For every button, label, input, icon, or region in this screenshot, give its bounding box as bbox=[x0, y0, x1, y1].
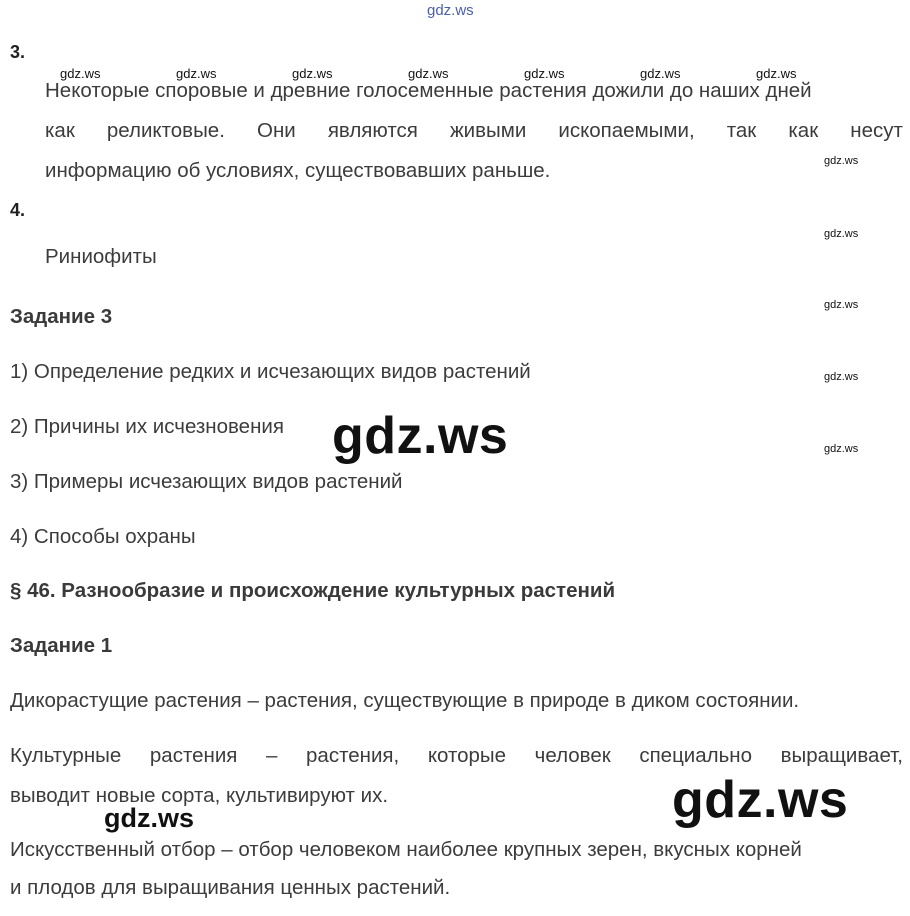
watermark-row-4: gdz.ws bbox=[408, 66, 449, 81]
watermark-right-3: gdz.ws bbox=[824, 299, 859, 311]
watermark-right-2: gdz.ws bbox=[824, 228, 859, 240]
item3-word: как bbox=[45, 119, 75, 142]
item3-word: Они bbox=[257, 119, 296, 142]
paragraph-cultivated-line-2: выводит новые сорта, культивируют их. bbox=[10, 784, 389, 807]
item-number-3: 3. bbox=[10, 42, 26, 62]
cultivated-word: растения, bbox=[306, 744, 400, 767]
paragraph-selection-line-1: Искусственный отбор – отбор человеком наиболее крупных зерен, вкусных корней bbox=[10, 838, 802, 861]
watermark-row-3: gdz.ws bbox=[292, 66, 333, 81]
task1-heading: Задание 1 bbox=[10, 634, 113, 657]
item3-line-1: Некоторые споровые и древние голосеменные растения дожили до наших дней bbox=[45, 79, 812, 102]
item3-line-3: информацию об условиях, существовавших раньше. bbox=[45, 159, 551, 182]
watermark-mid-left: gdz.ws bbox=[104, 803, 195, 833]
watermark-big-right: gdz.ws bbox=[672, 771, 849, 829]
item-number-4: 4. bbox=[10, 200, 26, 220]
cultivated-word: человек bbox=[534, 744, 611, 767]
watermark-row-5: gdz.ws bbox=[524, 66, 565, 81]
watermark-row-7: gdz.ws bbox=[756, 66, 797, 81]
item3-word: так bbox=[726, 119, 757, 142]
section-46-heading: § 46. Разнообразие и происхождение культурных растений bbox=[10, 579, 616, 602]
watermark-right-4: gdz.ws bbox=[824, 371, 859, 383]
item3-word: реликтовые. bbox=[106, 119, 225, 142]
paragraph-selection-line-2: и плодов для выращивания ценных растений. bbox=[10, 876, 451, 899]
task3-heading: Задание 3 bbox=[10, 305, 113, 328]
item3-line-2 bbox=[45, 119, 903, 143]
task3-item-1: 1) Определение редких и исчезающих видов растений bbox=[10, 360, 531, 383]
watermark-right-5: gdz.ws bbox=[824, 443, 859, 455]
watermark-top: gdz.ws bbox=[427, 2, 474, 19]
cultivated-word: специально bbox=[639, 744, 753, 767]
watermark-row-6: gdz.ws bbox=[640, 66, 681, 81]
watermark-row-2: gdz.ws bbox=[176, 66, 217, 81]
task3-item-4: 4) Способы охраны bbox=[10, 525, 196, 548]
task3-item-3: 3) Примеры исчезающих видов растений bbox=[10, 470, 403, 493]
watermark-row-1: gdz.ws bbox=[60, 66, 101, 81]
cultivated-word: которые bbox=[427, 744, 507, 767]
item3-word: несут bbox=[850, 119, 903, 142]
item3-word: ископаемыми, bbox=[558, 119, 695, 142]
paragraph-cultivated-line-1 bbox=[10, 744, 903, 768]
item4-text: Риниофиты bbox=[45, 245, 157, 268]
watermark-big-center: gdz.ws bbox=[332, 407, 509, 465]
task3-item-2: 2) Причины их исчезновения bbox=[10, 415, 284, 438]
cultivated-word: Культурные bbox=[10, 744, 122, 767]
watermark-right-1: gdz.ws bbox=[824, 155, 859, 167]
item3-word: являются bbox=[327, 119, 418, 142]
item3-word: живыми bbox=[449, 119, 527, 142]
paragraph-wild-plants: Дикорастущие растения – растения, существующие в природе в диком состоянии. bbox=[10, 689, 800, 712]
cultivated-word: растения bbox=[149, 744, 238, 767]
cultivated-word: выращивает, bbox=[780, 744, 903, 767]
item3-word: как bbox=[788, 119, 819, 142]
cultivated-word: – bbox=[266, 744, 278, 767]
